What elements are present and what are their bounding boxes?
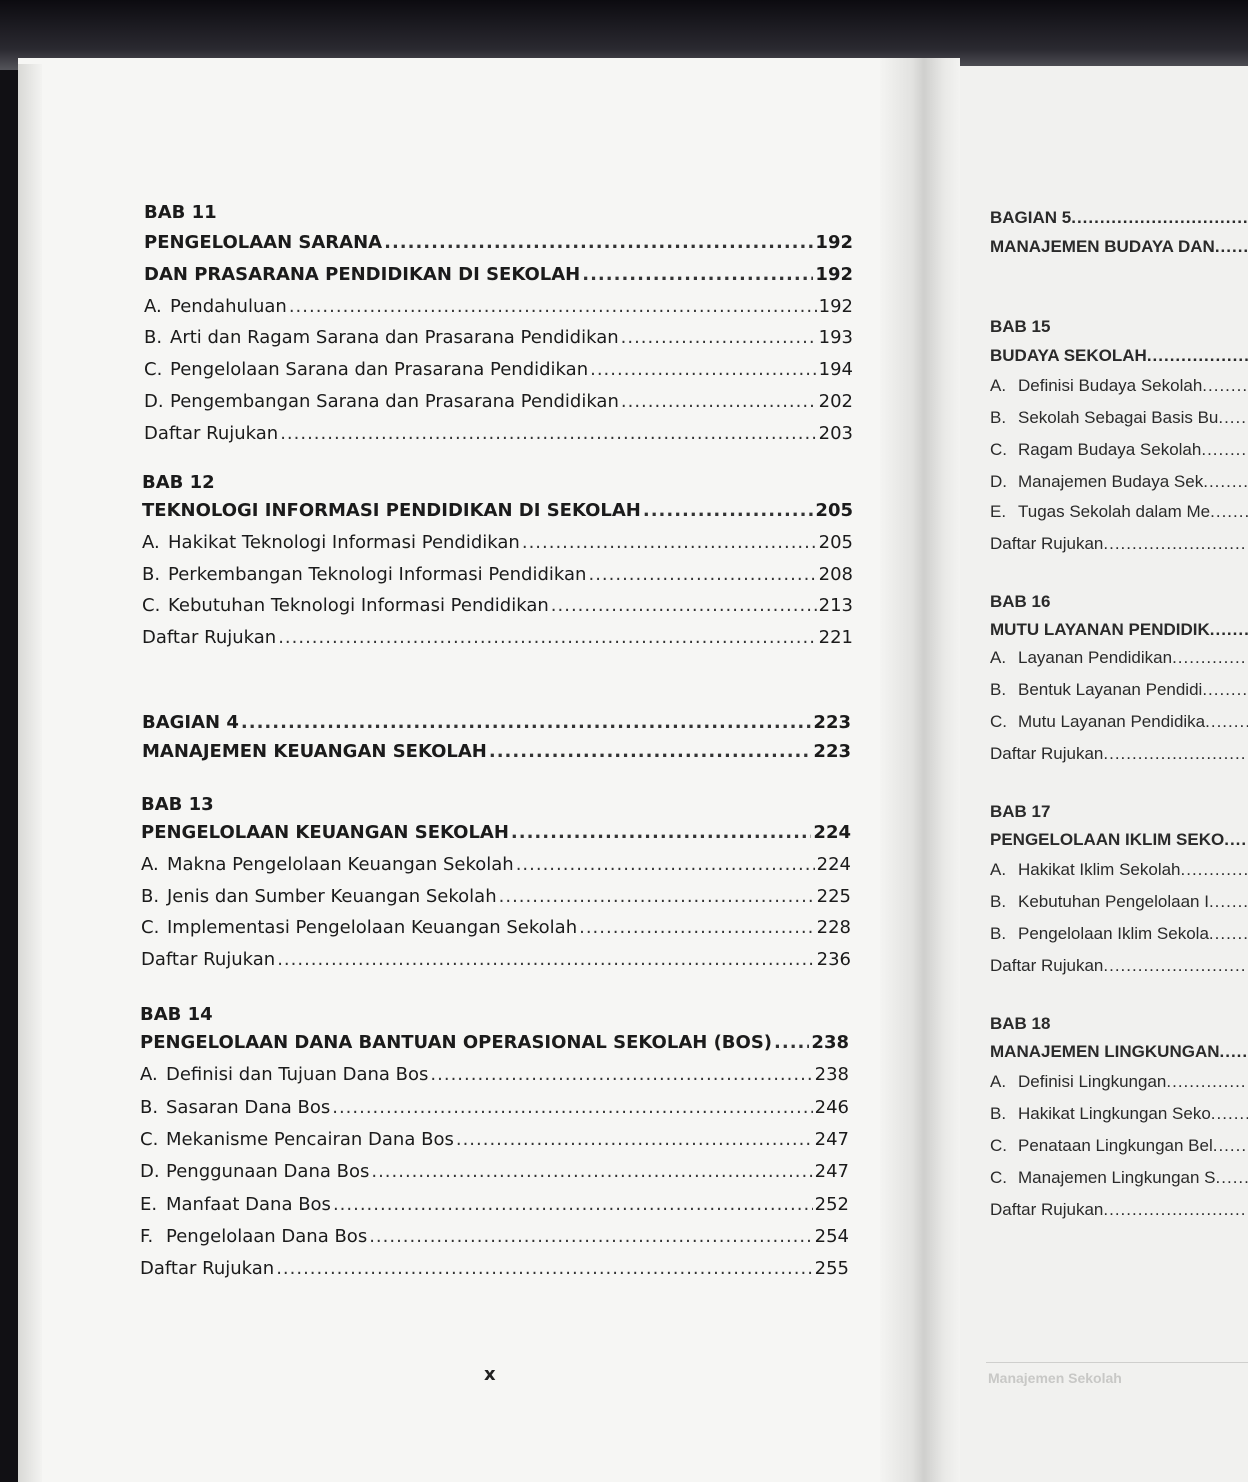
toc-entry [140,1194,849,1215]
entry-title: Pendahuluan [170,295,287,317]
dot-leader [579,917,815,938]
entry-page-number: 224 [813,822,851,843]
toc-entry [990,830,1248,850]
dot-leader [1103,744,1248,764]
entry-title: BAGIAN 4 [142,712,239,733]
dot-leader [489,741,812,762]
toc-entry [144,232,853,253]
entry-letter: A. [990,376,1007,395]
dot-leader [774,1032,809,1053]
entry-title: Arti dan Ragam Sarana dan Prasarana Pendidikan [170,327,619,349]
entry-page-number: 221 [818,627,853,649]
entry-title: Mekanisme Pencairan Dana Bos [166,1128,454,1150]
entry-letter: C. [141,917,160,939]
dot-leader [1215,237,1248,257]
chapter-label: BAB 17 [990,802,1051,821]
entry-title: Sasaran Dana Bos [166,1096,331,1118]
chapter-label: BAB 12 [142,472,215,493]
dot-leader [430,1064,812,1085]
dot-leader [643,500,814,521]
entry-title: Tugas Sekolah dalam Me [1018,502,1211,521]
dot-leader [1211,1104,1248,1124]
toc-entry [990,237,1248,257]
entry-title: PENGELOLAAN DANA BANTUAN OPERASIONAL SEKOLAH (BOS) [140,1032,773,1053]
dot-leader [588,564,816,585]
dot-leader [1103,534,1248,554]
dot-leader [1209,892,1248,912]
dot-leader [1103,956,1248,976]
dot-leader [621,391,817,412]
dot-leader [280,423,816,444]
toc-entry [142,532,853,553]
entry-title: BAGIAN 5 [990,208,1072,227]
toc-entry [141,822,851,843]
toc-entry [990,1200,1248,1220]
dot-leader [1218,408,1248,428]
dot-leader [590,359,817,380]
entry-letter: A. [141,853,159,875]
dot-leader [499,886,815,907]
toc-entry [990,680,1248,700]
page-edge-shadow [18,64,42,1482]
dot-leader [371,1161,812,1182]
toc-entry [990,892,1248,912]
dot-leader [1216,1168,1248,1188]
toc-entry [990,1072,1248,1092]
chapter-label: BAB 13 [141,794,214,815]
dot-leader [551,595,817,616]
toc-entry [142,500,853,521]
toc-entry [990,408,1248,428]
entry-title: Kebutuhan Pengelolaan I [1018,892,1209,911]
dot-leader [1209,924,1248,944]
entry-letter: B. [140,1096,159,1118]
entry-page-number: 225 [816,885,851,907]
entry-title: MANAJEMEN KEUANGAN SEKOLAH [142,741,487,762]
entry-title: MANAJEMEN LINGKUNGAN [990,1042,1220,1061]
entry-title: PENGELOLAAN KEUANGAN SEKOLAH [141,822,509,843]
dot-leader [1210,620,1248,640]
entry-page-number: 205 [818,531,853,553]
dot-leader [241,712,812,733]
entry-title: Hakikat Lingkungan Seko [1018,1104,1211,1123]
book-gutter [880,58,960,1482]
dot-leader [456,1129,813,1150]
entry-letter: C. [990,440,1007,459]
entry-letter: B. [990,680,1007,699]
toc-entry [141,949,851,970]
entry-letter: C. [990,1136,1007,1155]
chapter-label: BAB 11 [144,202,217,223]
entry-title: Definisi Budaya Sekolah [1018,376,1203,395]
entry-letter: B. [142,563,161,585]
entry-title: Pengelolaan Sarana dan Prasarana Pendidikan [170,359,589,381]
entry-letter: A. [140,1064,158,1086]
entry-title: BUDAYA SEKOLAH [990,346,1147,365]
entry-page-number: 236 [816,949,851,971]
dot-leader [1205,712,1248,732]
toc-entry [141,917,851,938]
entry-letter: D. [140,1161,160,1183]
entry-page-number: 247 [814,1161,849,1183]
toc-entry [990,620,1248,640]
toc-entry [990,502,1248,522]
dot-leader [1210,502,1248,522]
toc-entry [990,472,1248,492]
entry-title: Makna Pengelolaan Keuangan Sekolah [167,853,514,875]
dot-leader [1201,440,1248,460]
entry-title: Kebutuhan Teknologi Informasi Pendidikan [168,595,549,617]
entry-title: Hakikat Teknologi Informasi Pendidikan [168,531,520,553]
entry-title: Penggunaan Dana Bos [166,1161,370,1183]
entry-letter: A. [990,648,1007,667]
entry-letter: A. [144,295,162,317]
dot-leader [1147,346,1248,366]
toc-entry [140,1226,849,1247]
dot-leader [277,949,814,970]
toc-entry [141,854,851,875]
toc-entry [142,741,851,762]
entry-title: Definisi Lingkungan [1018,1072,1167,1091]
toc-entry [990,534,1248,554]
dot-leader [1203,472,1248,492]
entry-letter: C. [990,712,1007,731]
toc-entry [140,1097,849,1118]
entry-title: Ragam Budaya Sekolah [1018,440,1202,459]
toc-entry [144,264,853,285]
toc-entry [990,956,1248,976]
entry-letter: F. [140,1225,154,1247]
toc-entry [140,1064,849,1085]
page-number: x [484,1364,496,1385]
entry-letter: A. [990,1072,1007,1091]
entry-letter: A. [142,531,160,553]
dot-leader [1166,1072,1248,1092]
toc-entry [990,440,1248,460]
dot-leader [511,822,812,843]
toc-entry [990,346,1248,366]
toc-entry [990,648,1248,668]
toc-entry [141,886,851,907]
entry-letter: A. [990,860,1007,879]
dot-leader [369,1226,812,1247]
running-footer: Manajemen Sekolah [988,1370,1122,1386]
toc-entry [990,744,1248,764]
toc-entry [144,391,853,412]
entry-title: Bentuk Layanan Pendidi [1018,680,1203,699]
toc-entry [142,564,853,585]
toc-entry [142,712,851,733]
dot-leader [278,627,816,648]
entry-page-number: 208 [818,563,853,585]
entry-title: Sekolah Sebagai Basis Bu [1018,408,1219,427]
entry-title: Daftar Rujukan [142,627,277,649]
entry-page-number: 238 [811,1032,849,1053]
entry-title: Daftar Rujukan [990,1200,1104,1219]
entry-letter: D. [144,391,164,412]
entry-page-number: 192 [815,232,853,253]
entry-page-number: 213 [818,595,853,617]
entry-letter: D. [990,472,1007,491]
entry-title: Manajemen Lingkungan S [1018,1168,1216,1187]
dot-leader [332,1097,812,1118]
toc-entry [990,376,1248,396]
entry-title: Mutu Layanan Pendidika [1018,712,1206,731]
entry-page-number: 194 [818,359,853,381]
toc-entry [990,1136,1248,1156]
entry-title: Perkembangan Teknologi Informasi Pendidikan [168,563,587,585]
entry-page-number: 203 [818,422,853,444]
chapter-label: BAB 15 [990,317,1051,336]
entry-title: TEKNOLOGI INFORMASI PENDIDIKAN DI SEKOLAH [142,500,641,521]
entry-title: PENGELOLAAN SARANA [144,232,383,253]
entry-letter: C. [990,1168,1007,1187]
entry-page-number: 192 [818,295,853,317]
dot-leader [1172,648,1248,668]
entry-page-number: 192 [815,263,853,285]
entry-title: PENGELOLAAN IKLIM SEKO [990,830,1225,849]
toc-entry [990,1104,1248,1124]
entry-letter: B. [990,892,1007,911]
toc-entry [142,595,853,616]
entry-title: Pengelolaan Dana Bos [166,1225,368,1247]
entry-letter: B. [141,885,160,907]
entry-title: Daftar Rujukan [140,1258,275,1280]
entry-letter: B. [990,924,1007,943]
chapter-label: BAB 16 [990,592,1051,611]
entry-title: DAN PRASARANA PENDIDIKAN DI SEKOLAH [144,263,581,285]
right-page [940,66,1248,1482]
entry-letter: C. [142,595,161,617]
chapter-label: BAB 14 [140,1004,213,1025]
entry-page-number: 223 [813,741,851,762]
toc-entry [140,1161,849,1182]
chapter-label: BAB 18 [990,1014,1051,1033]
dot-leader [582,264,813,285]
entry-title: Layanan Pendidikan [1018,648,1173,667]
entry-title: Implementasi Pengelolaan Keuangan Sekolah [167,917,578,939]
toc-entry [144,423,853,444]
entry-page-number: 193 [818,327,853,349]
entry-letter: B. [990,408,1007,427]
entry-title: Daftar Rujukan [141,949,276,971]
dot-leader [1071,208,1248,228]
toc-entry [990,924,1248,944]
entry-title: Manfaat Dana Bos [166,1193,331,1215]
dot-leader [1220,1042,1248,1062]
entry-page-number: 252 [814,1193,849,1215]
entry-title: MANAJEMEN BUDAYA DAN [990,237,1215,256]
toc-entry [990,1042,1248,1062]
toc-entry [144,359,853,380]
toc-entry [142,627,853,648]
dot-leader [276,1258,812,1279]
entry-page-number: 205 [815,500,853,521]
dot-leader [1181,860,1248,880]
entry-letter: B. [144,327,163,349]
toc-entry [140,1032,849,1053]
entry-letter: E. [140,1193,158,1215]
entry-page-number: 255 [814,1258,849,1280]
dot-leader [289,296,817,317]
entry-page-number: 246 [814,1096,849,1118]
entry-page-number: 228 [816,917,851,939]
dot-leader [1224,830,1248,850]
entry-page-number: 223 [813,712,851,733]
entry-title: MUTU LAYANAN PENDIDIK [990,620,1210,639]
entry-title: Manajemen Budaya Sek [1018,472,1204,491]
entry-title: Daftar Rujukan [990,744,1104,763]
dot-leader [516,854,815,875]
toc-entry [140,1129,849,1150]
entry-title: Definisi dan Tujuan Dana Bos [166,1064,429,1086]
dot-leader [333,1194,813,1215]
footer-rule [986,1362,1248,1363]
entry-title: Hakikat Iklim Sekolah [1018,860,1181,879]
dot-leader [1103,1200,1248,1220]
entry-title: Pengelolaan Iklim Sekola [1018,924,1209,943]
toc-entry [990,712,1248,732]
entry-title: Daftar Rujukan [990,534,1104,553]
toc-entry [144,327,853,348]
entry-title: Daftar Rujukan [990,956,1104,975]
dot-leader [621,327,817,348]
entry-letter: B. [990,1104,1007,1123]
toc-entry [990,860,1248,880]
toc-entry [990,1168,1248,1188]
entry-title: Penataan Lingkungan Bel [1018,1136,1213,1155]
entry-page-number: 247 [814,1128,849,1150]
entry-page-number: 254 [814,1225,849,1247]
entry-letter: C. [140,1128,159,1150]
toc-entry [990,208,1248,228]
dot-leader [1213,1136,1248,1156]
entry-title: Daftar Rujukan [144,422,279,444]
dot-leader [384,232,813,253]
toc-entry [144,296,853,317]
dot-leader [1202,376,1248,396]
dot-leader [1202,680,1248,700]
entry-letter: E. [990,502,1007,521]
entry-letter: C. [144,359,163,381]
entry-page-number: 238 [814,1064,849,1086]
entry-page-number: 224 [816,853,851,875]
entry-title: Pengembangan Sarana dan Prasarana Pendidikan [170,391,619,412]
entry-title: Jenis dan Sumber Keuangan Sekolah [167,885,497,907]
dot-leader [522,532,817,553]
entry-page-number: 202 [818,391,853,412]
toc-entry [140,1258,849,1279]
